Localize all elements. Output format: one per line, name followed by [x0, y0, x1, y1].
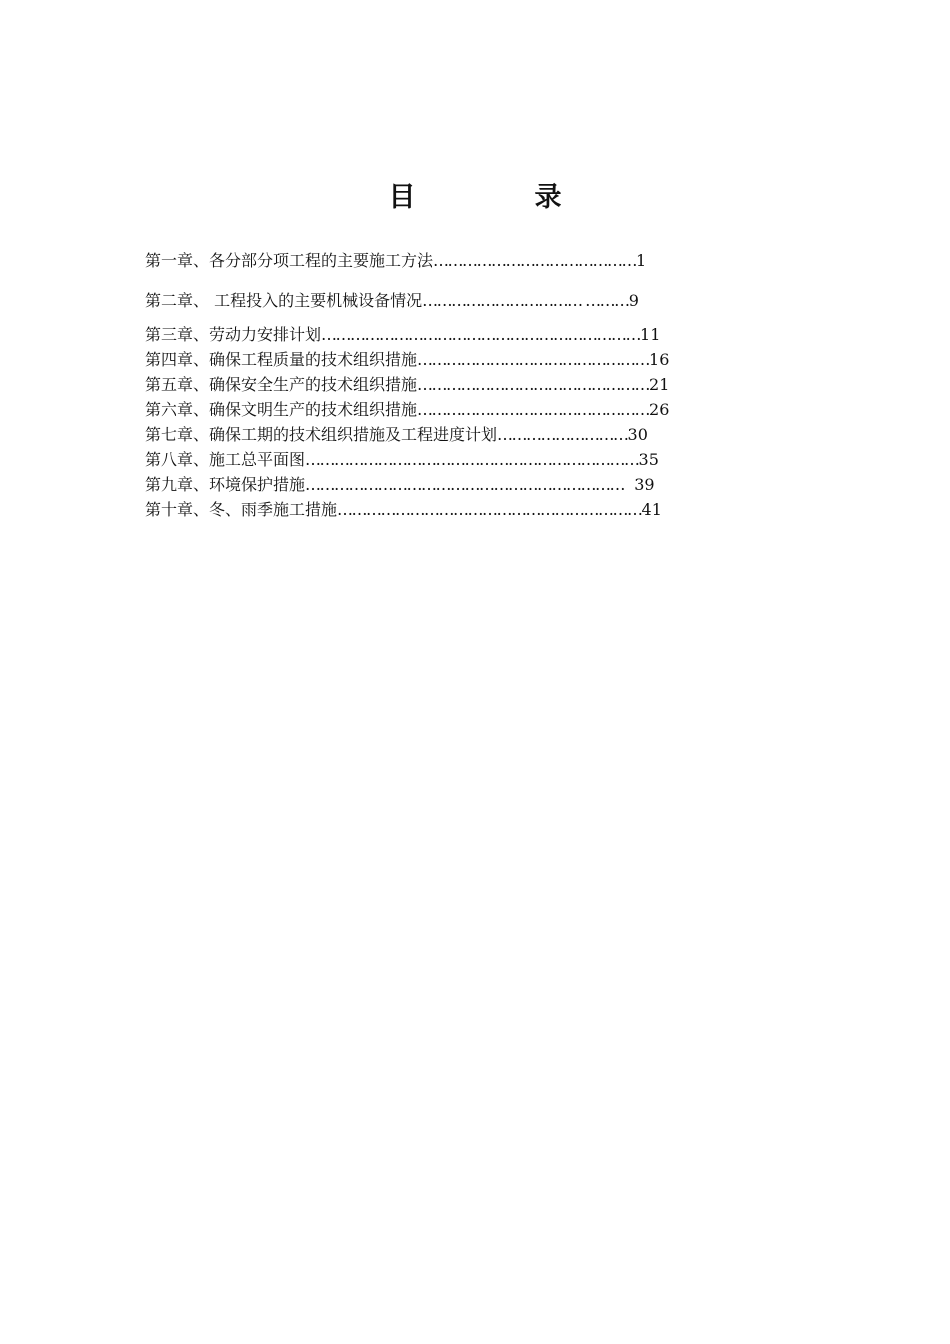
toc-entry-text: 第二章、 工程投入的主要机械设备情况	[145, 291, 423, 310]
toc-entry-text: 第九章、环境保护措施	[145, 475, 306, 494]
toc-entry-page: 35	[638, 450, 659, 469]
toc-entry-text: 第四章、确保工程质量的技术组织措施	[145, 350, 418, 369]
toc-entry-page: 41	[641, 500, 662, 519]
toc-entry-text: 第六章、确保文明生产的技术组织措施	[145, 400, 418, 419]
toc-entry-leader: ………………………………………………………	[337, 500, 642, 519]
toc-entry-leader: …………………………… ………	[422, 291, 629, 310]
toc-entry	[145, 449, 659, 471]
toc-entry-leader: …………………………………………	[417, 375, 650, 394]
toc-entry-page: 1	[636, 251, 647, 270]
toc-entry-page: 11	[640, 325, 661, 344]
toc-entry-leader: ……………………………………………………………	[305, 450, 639, 469]
toc-entry-page: 9	[628, 291, 639, 310]
toc-entry-leader: …………………………………………	[417, 400, 650, 419]
toc-entry	[145, 474, 655, 496]
toc-entry	[145, 374, 669, 396]
toc-entry-leader: ……………………………………	[433, 251, 637, 270]
toc-entry-page: 21	[649, 375, 670, 394]
toc-entry	[145, 499, 662, 521]
toc-entry	[145, 399, 669, 421]
toc-entry	[145, 324, 660, 346]
toc-entry	[145, 424, 648, 446]
toc-entry-text: 第五章、确保安全生产的技术组织措施	[145, 375, 418, 394]
toc-entry	[145, 349, 669, 371]
toc-entry-page: 30	[627, 425, 648, 444]
toc-entry-leader: ………………………	[497, 425, 628, 444]
toc-entry-leader: …………………………………………	[417, 350, 650, 369]
toc-entry-text: 第八章、施工总平面图	[145, 450, 306, 469]
toc-entry-leader: …………………………………………………………	[321, 325, 641, 344]
toc-entry-leader: …………………………………………………………	[305, 475, 625, 494]
toc-entry-text: 第十章、冬、雨季施工措施	[145, 500, 338, 519]
toc-entry-text: 第一章、各分部分项工程的主要施工方法	[145, 251, 434, 270]
toc-entry	[145, 250, 646, 272]
toc-entry-text: 第三章、劳动力安排计划	[145, 325, 322, 344]
toc-entry-page: 26	[649, 400, 670, 419]
toc-title: 目 录	[388, 182, 608, 213]
toc-entry-text: 第七章、确保工期的技术组织措施及工程进度计划	[145, 425, 498, 444]
toc-entry-page: 39	[624, 475, 655, 494]
toc-entry-page: 16	[649, 350, 670, 369]
toc-entry	[145, 290, 639, 312]
